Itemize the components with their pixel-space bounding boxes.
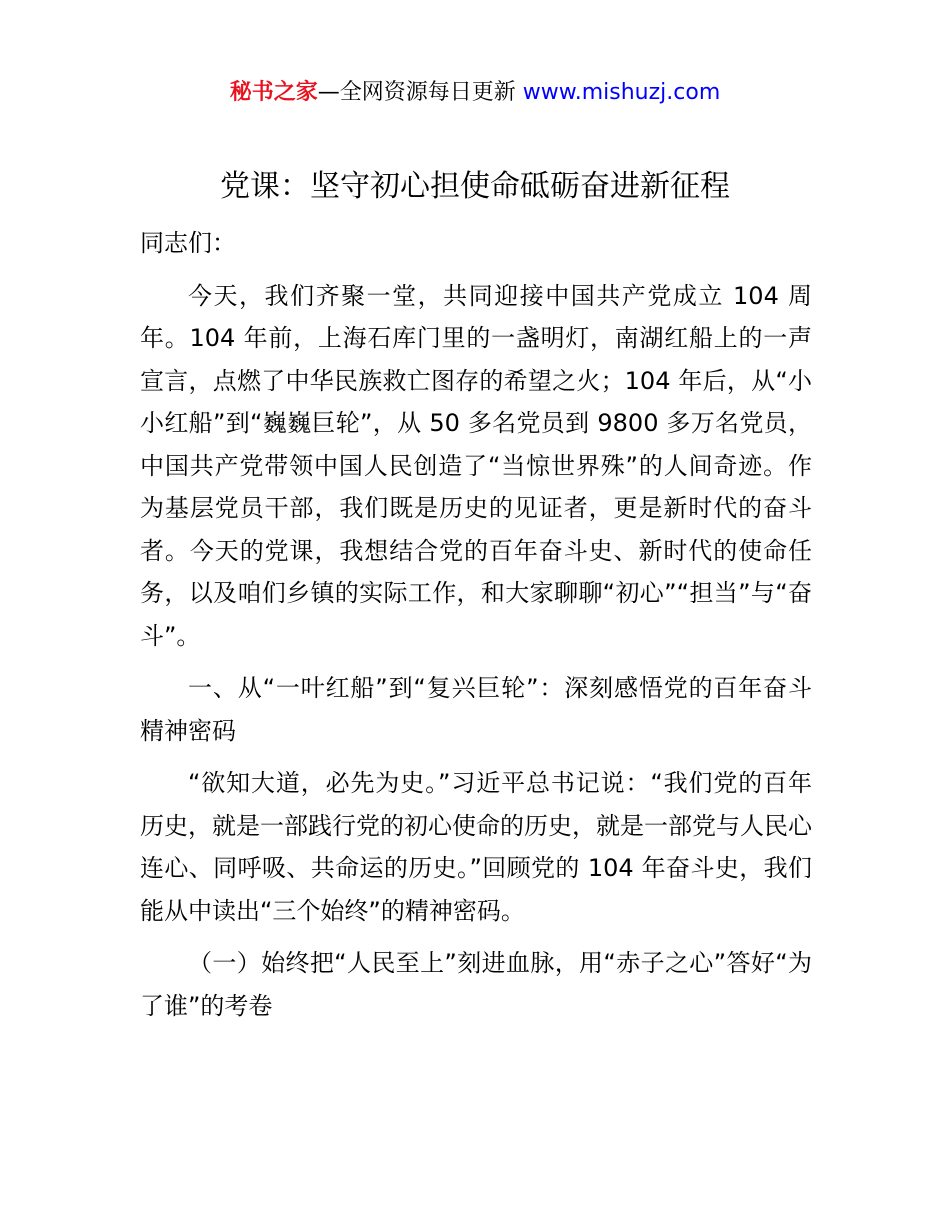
section-heading: 一、从“一叶红船”到“复兴巨轮”：深刻感悟党的百年奋斗精神密码 [140,674,812,745]
document-title: 党课：坚守初心担使命砥砺奋进新征程 [220,169,730,204]
site-brand: 秘书之家 [229,80,318,105]
subsection-heading: （一）始终把“人民至上”刻进血脉，用“赤子之心”答好“为了谁”的考卷 [140,949,812,1020]
document-body [140,222,812,1037]
salutation: 同志们： [140,229,236,257]
body-paragraph: 今天，我们齐聚一堂，共同迎接中国共产党成立 104 周年。104 年前，上海石库门里的一盏明灯，南湖红船上的一声宣言，点燃了中华民族救亡图存的希望之火；104 年后，从“小小红船”到“巍巍巨轮”，从 50 多名党员到 9800 多万名党员，中国共产党带领中国人民创造了“当惊世界殊”的人间奇迹。作为基层党员干部，我们既是历史的见证者，更是新时代的奋斗者。今天的党课，我想结合党的百年奋斗史、新时代的使命任务，以及咱们乡镇的实际工作，和大家聊聊“初心”“担当”与“奋斗”。 [140,281,812,650]
body-paragraph: “欲知大道，必先为史。”习近平总书记说：“我们党的百年历史，就是一部践行党的初心使命的历史，就是一部党与人民心连心、同呼吸、共命运的历史。”回顾党的 104 年奋斗史，我们能从中读出“三个始终”的精神密码。 [140,769,812,925]
site-header [0,76,950,110]
site-slogan: —全网资源每日更新 [317,80,523,105]
site-url-link[interactable]: www.mishuzj.com [522,80,721,105]
